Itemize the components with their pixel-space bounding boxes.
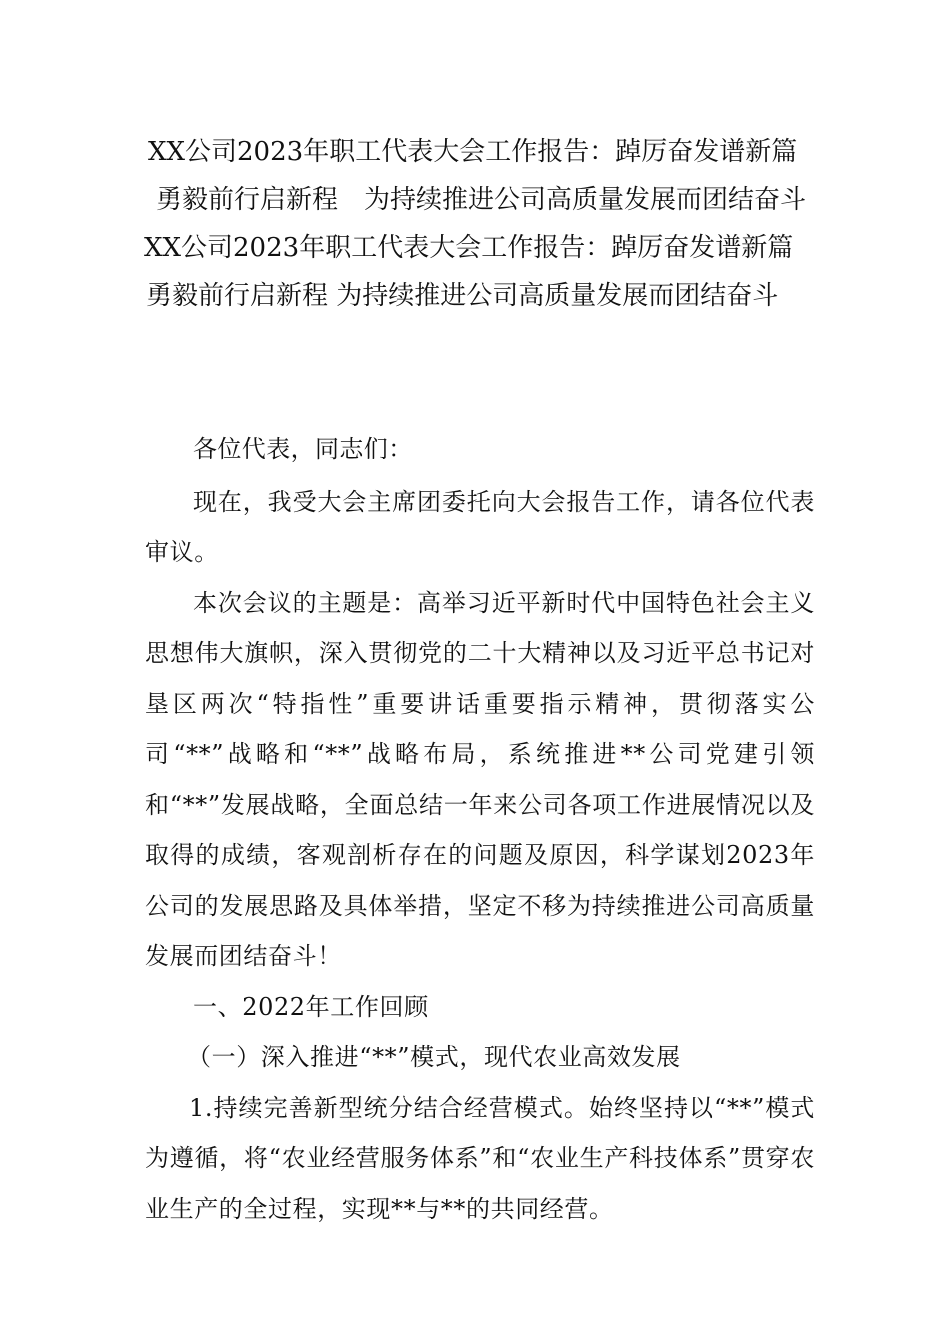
title-line-2: 勇毅前行启新程 为持续推进公司高质量发展而团结奋斗 bbox=[156, 185, 807, 215]
paragraph-intro: 现在，我受大会主席团委托向大会报告工作，请各位代表审议。 bbox=[145, 487, 815, 566]
section-heading-1: 一、2022年工作回顾 bbox=[193, 992, 429, 1021]
document-body bbox=[145, 424, 815, 1234]
salutation: 各位代表，同志们： bbox=[193, 435, 413, 463]
subsection-heading-1: （一）深入推进“**”模式，现代农业高效发展 bbox=[187, 1043, 681, 1071]
title-line-4: 勇毅前行启新程 为持续推进公司高质量发展而团结奋斗 bbox=[146, 281, 779, 311]
paragraph-item-1: 1.持续完善新型统分结合经营模式。始终坚持以“**”模式为遵循，将“农业经营服务体系”和“农业生产科技体系”贯穿农业生产的全过程，实现**与**的共同经营。 bbox=[145, 1093, 815, 1223]
title-line-3: XX公司2023年职工代表大会工作报告：踔厉奋发谱新篇 bbox=[144, 233, 794, 263]
paragraph-theme: 本次会议的主题是：高举习近平新时代中国特色社会主义思想伟大旗帜，深入贯彻党的二十大精神以及习近平总书记对垦区两次“特指性”重要讲话重要指示精神，贯彻落实公司“**”战略和“**”战略布局，系统推进**公司党建引领和“**”发展战略，全面总结一年来公司各项工作进展情况以及取得的成绩，客观剖析存在的问题及原因，科学谋划2023年公司的发展思路及具体举措，坚定不移为持续推进公司高质量发展而团结奋斗！ bbox=[145, 588, 815, 970]
title-line-1: XX公司2023年职工代表大会工作报告：踔厉奋发谱新篇 bbox=[148, 137, 798, 167]
document-title bbox=[140, 128, 820, 320]
